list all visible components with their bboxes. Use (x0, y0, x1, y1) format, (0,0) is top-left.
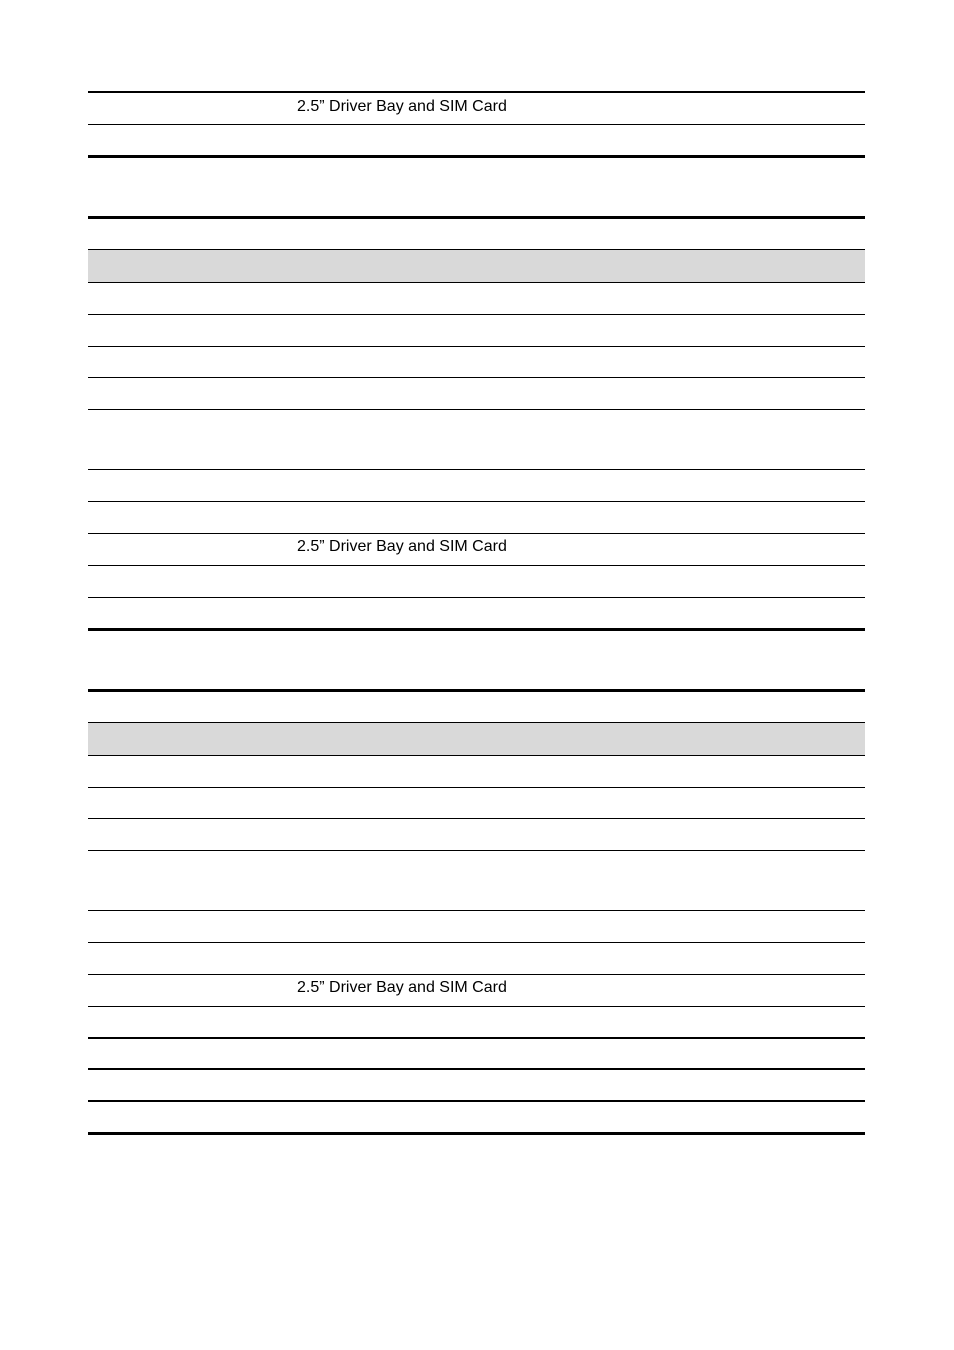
table-rule (88, 974, 865, 975)
table-rule (88, 377, 865, 378)
table-rule (88, 942, 865, 943)
table-rule (88, 722, 865, 723)
section-heading: 2.5” Driver Bay and SIM Card (297, 979, 507, 996)
table-rule (88, 91, 865, 93)
table-rule (88, 533, 865, 534)
table-rule (88, 1006, 865, 1007)
table-rule (88, 216, 865, 219)
table-rule (88, 755, 865, 756)
table-rule (88, 249, 865, 250)
table-rule (88, 469, 865, 470)
table-rule (88, 314, 865, 315)
table-rule (88, 1068, 865, 1070)
table-rule (88, 155, 865, 158)
table-rule (88, 1100, 865, 1102)
table-rule (88, 689, 865, 692)
table-rule (88, 1037, 865, 1039)
table-rule (88, 282, 865, 283)
table-rule (88, 124, 865, 125)
section-heading: 2.5” Driver Bay and SIM Card (297, 98, 507, 115)
table-rule (88, 818, 865, 819)
table-rule (88, 409, 865, 410)
table-rule (88, 787, 865, 788)
table-rule (88, 910, 865, 911)
shaded-table-row (88, 250, 865, 282)
table-rule (88, 565, 865, 566)
table-rule (88, 628, 865, 631)
shaded-table-row (88, 723, 865, 755)
table-rule (88, 1132, 865, 1135)
table-rule (88, 501, 865, 502)
section-heading: 2.5” Driver Bay and SIM Card (297, 538, 507, 555)
table-rule (88, 346, 865, 347)
table-rule (88, 850, 865, 851)
table-rule (88, 597, 865, 598)
